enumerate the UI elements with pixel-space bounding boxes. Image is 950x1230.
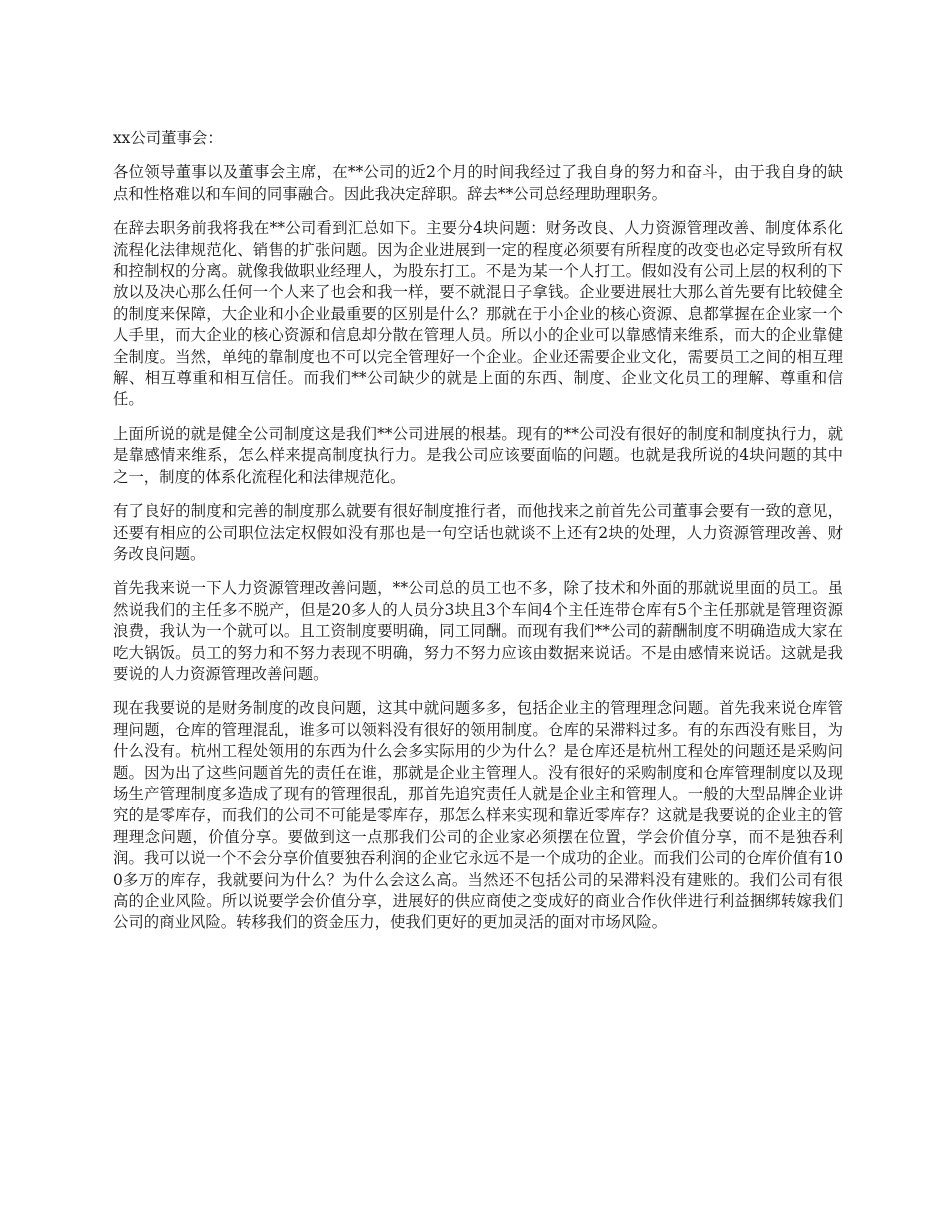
letter-page [113, 128, 843, 947]
letter-paragraph-5: 首先我来说一下人力资源管理改善问题，**公司总的员工也不多，除了技术和外面的那就说里面的员工。虽然说我们的主任多不脱产，但是20多人的人员分3块且3个车间4个主任连带仓库有5个主任那就是管理资源浪费，我认为一个就可以。且工资制度要明确，同工同酬。而现有我们**公司的薪酬制度不明确造成大家在吃大锅饭。员工的努力和不努力表现不明确，努力不努力应该由数据来说话。不是由感情来说话。这就是我要说的人力资源管理改善问题。 [113, 579, 843, 683]
letter-paragraph-4: 有了良好的制度和完善的制度那么就要有很好制度推行者，而他找来之前首先公司董事会要有一致的意见，还要有相应的公司职位法定权假如没有那也是一句空话也就谈不上还有2块的处理，人力资源管理改善、财务改良问题。 [113, 502, 843, 563]
letter-paragraph-1: 各位领导董事以及董事会主席，在**公司的近2个月的时间我经过了我自身的努力和奋斗，由于我自身的缺点和性格难以和车间的同事融合。因此我决定辞职。辞去**公司总经理助理职务。 [113, 163, 843, 203]
letter-paragraph-6: 现在我要说的是财务制度的改良问题，这其中就问题多多，包括企业主的管理理念问题。首先我来说仓库管理问题，仓库的管理混乱，谁多可以领料没有很好的领用制度。仓库的呆滞料过多。有的东西没有账目，为什么没有。杭州工程处领用的东西为什么会多实际用的少为什么？是仓库还是杭州工程处的问题还是采购问题。因为出了这些问题首先的责任在谁，那就是企业主管理人。没有很好的采购制度和仓库管理制度以及现场生产管理制度多造成了现有的管理很乱，那首先追究责任人就是企业主和管理人。一般的大型品牌企业讲究的是零库存，而我们的公司不可能是零库存，那怎么样来实现和靠近零库存？这就是我要说的企业主的管理理念问题，价值分享。要做到这一点那我们公司的企业家必须摆在位置，学会价值分享，而不是独吞利润。我可以说一个不会分享价值要独吞利润的企业它永远不是一个成功的企业。而我们公司的仓库价值有100多万的库存，我就要问为什么？为什么会这么高。当然还不包括公司的呆滞料没有建账的。我们公司有很高的企业风险。所以说要学会价值分享，进展好的供应商使之变成好的商业合作伙伴进行利益捆绑转嫁我们公司的商业风险。转移我们的资金压力，使我们更好的更加灵活的面对市场风险。 [113, 699, 843, 932]
letter-salutation: xx公司董事会： [113, 129, 223, 147]
letter-paragraph-2: 在辞去职务前我将我在**公司看到汇总如下。主要分4块问题：财务改良、人力资源管理改善、制度体系化流程化法律规范化、销售的扩张问题。因为企业进展到一定的程度必须要有所程度的改变也必定导致所有权和控制权的分离。就像我做职业经理人，为股东打工。不是为某一个人打工。假如没有公司上层的权利的下放以及决心那么任何一个人来了也会和我一样，要不就混日子拿钱。企业要进展壮大那么首先要有比较健全的制度来保障，大企业和小企业最重要的区别是什么？那就在于小企业的核心资源、息都掌握在企业家一个人手里，而大企业的核心资源和信息却分散在管理人员。所以小的企业可以靠感情来维系，而大的企业靠健全制度。当然，单纯的靠制度也不可以完全管理好一个企业。企业还需要企业文化，需要员工之间的相互理解、相互尊重和相互信任。而我们**公司缺少的就是上面的东西、制度、企业文化员工的理解、尊重和信任。 [113, 219, 843, 409]
letter-paragraph-3: 上面所说的就是健全公司制度这是我们**公司进展的根基。现有的**公司没有很好的制度和制度执行力，就是靠感情来维系，怎么样来提高制度执行力。是我公司应该要面临的问题。也就是我所说的4块问题的其中之一，制度的体系化流程化和法律规范化。 [113, 424, 843, 486]
